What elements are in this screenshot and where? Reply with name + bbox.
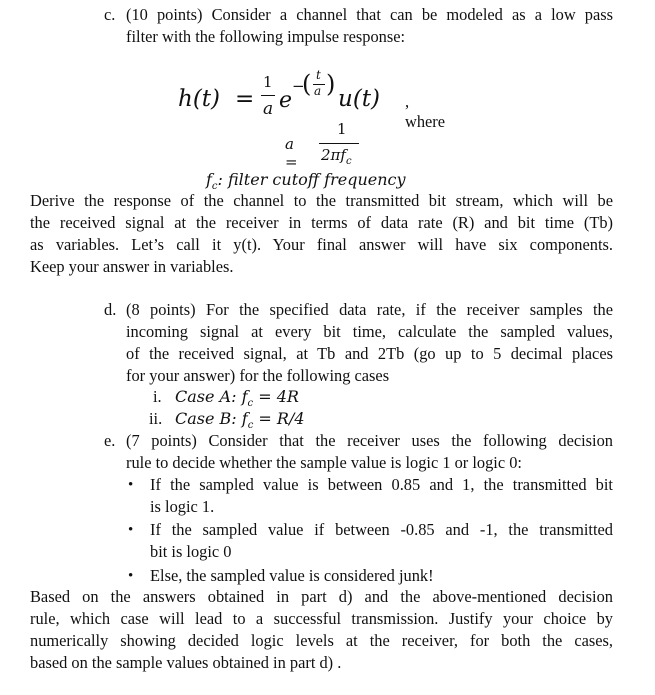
bullet-3-line-1: Else, the sampled value is considered junk! (150, 566, 434, 585)
bullet-1-line-2: is logic 1. (150, 497, 215, 516)
bullet-3-glyph: • (128, 568, 134, 584)
bullet-2-line-2: bit is logic 0 (150, 542, 232, 561)
case-b-fc: f (241, 409, 248, 428)
part-d-line-1: (8 points) For the specified data rate, if the receiver samples the (126, 300, 613, 319)
case-a-fc: f (241, 387, 248, 406)
part-d-line-4: for your answer) for the following cases (126, 366, 390, 385)
case-a-marker: i. (153, 387, 162, 406)
case-b-label: Case B: (175, 409, 237, 428)
part-d-line-2: incoming signal at every bit time, calculate the sampled values, (126, 322, 613, 341)
part-e-line-1: (7 points) Consider that the receiver uses the following decision (126, 431, 613, 450)
a-definition-denominator (321, 146, 352, 167)
case-a-fc-subscript: c (247, 398, 254, 410)
part-e-line-2: rule to decide whether the sample value is logic 1 or logic 0: (126, 453, 522, 472)
bullet-1-line-1: If the sampled value is between 0.85 and 1, the transmitted bit (150, 475, 613, 494)
fraction-bar (261, 95, 275, 96)
exponent-paren-close: ) (326, 70, 336, 98)
part-c-body-line-4: Keep your answer in variables. (30, 257, 234, 276)
a-definition-lhs: a = (285, 135, 298, 171)
cutoff-frequency-definition (206, 170, 406, 192)
unit-step: u(t) (338, 86, 381, 112)
a-definition-denominator-main: 2πf (321, 146, 346, 164)
part-c-body-line-3: as variables. Let’s call it y(t). Your final answer will have six components. (30, 235, 613, 254)
part-c-marker: c. (104, 5, 116, 24)
part-e-marker: e. (104, 431, 116, 450)
equation-equals: = (235, 86, 255, 112)
part-d-line-3: of the received signal, at Tb and 2Tb (go up to 5 decimal places (126, 344, 613, 363)
exponent-paren-open: ( (302, 70, 312, 98)
a-definition-fraction-bar (319, 143, 359, 144)
fraction-numerator: 1 (263, 73, 273, 91)
bullet-2-line-1: If the sampled value if between -0.85 and -1, the transmitted (150, 520, 613, 539)
case-a-label: Case A: (175, 387, 237, 406)
case-b-fc-subscript: c (247, 420, 254, 432)
part-c-body-line-2: the received signal at the receiver in terms of data rate (R) and bit time (Tb) (30, 213, 613, 232)
bullet-1-glyph: • (128, 477, 134, 493)
fc-subscript: c (211, 181, 218, 193)
case-b-value: = R/4 (258, 409, 305, 428)
case-a-value: = 4R (258, 387, 299, 406)
a-definition-denominator-subscript: c (345, 156, 352, 167)
part-c-body-line-1: Derive the response of the channel to the transmitted bit stream, which will be (30, 191, 613, 210)
closing-line-4: based on the sample values obtained in part d) . (30, 653, 342, 672)
fc-description: : filter cutoff frequency (217, 170, 406, 189)
closing-line-3: numerically showing decided logic levels at the receiver, for both the cases, (30, 631, 613, 650)
closing-line-2: rule, which case will lead to a successful transmission. Justify your choice by (30, 609, 613, 628)
fc-symbol: f (206, 170, 212, 189)
fraction-denominator: a (263, 99, 274, 119)
exponent-denominator: a (314, 84, 322, 98)
equation-where: , where (405, 92, 446, 131)
part-c-line-1: (10 points) Consider a channel that can be modeled as a low pass (126, 5, 613, 24)
part-c-line-2: filter with the following impulse response: (126, 27, 406, 46)
exponent-numerator: t (316, 68, 321, 82)
bullet-2-glyph: • (128, 522, 134, 538)
part-d-marker: d. (104, 300, 117, 319)
case-b-marker: ii. (149, 409, 163, 428)
equation-lhs: h(t) (178, 86, 221, 112)
closing-line-1: Based on the answers obtained in part d) and the above-mentioned decision (30, 587, 613, 606)
a-definition-numerator: 1 (337, 120, 347, 138)
exponential-e: e (279, 88, 293, 113)
exponent-minus: − (292, 77, 305, 95)
